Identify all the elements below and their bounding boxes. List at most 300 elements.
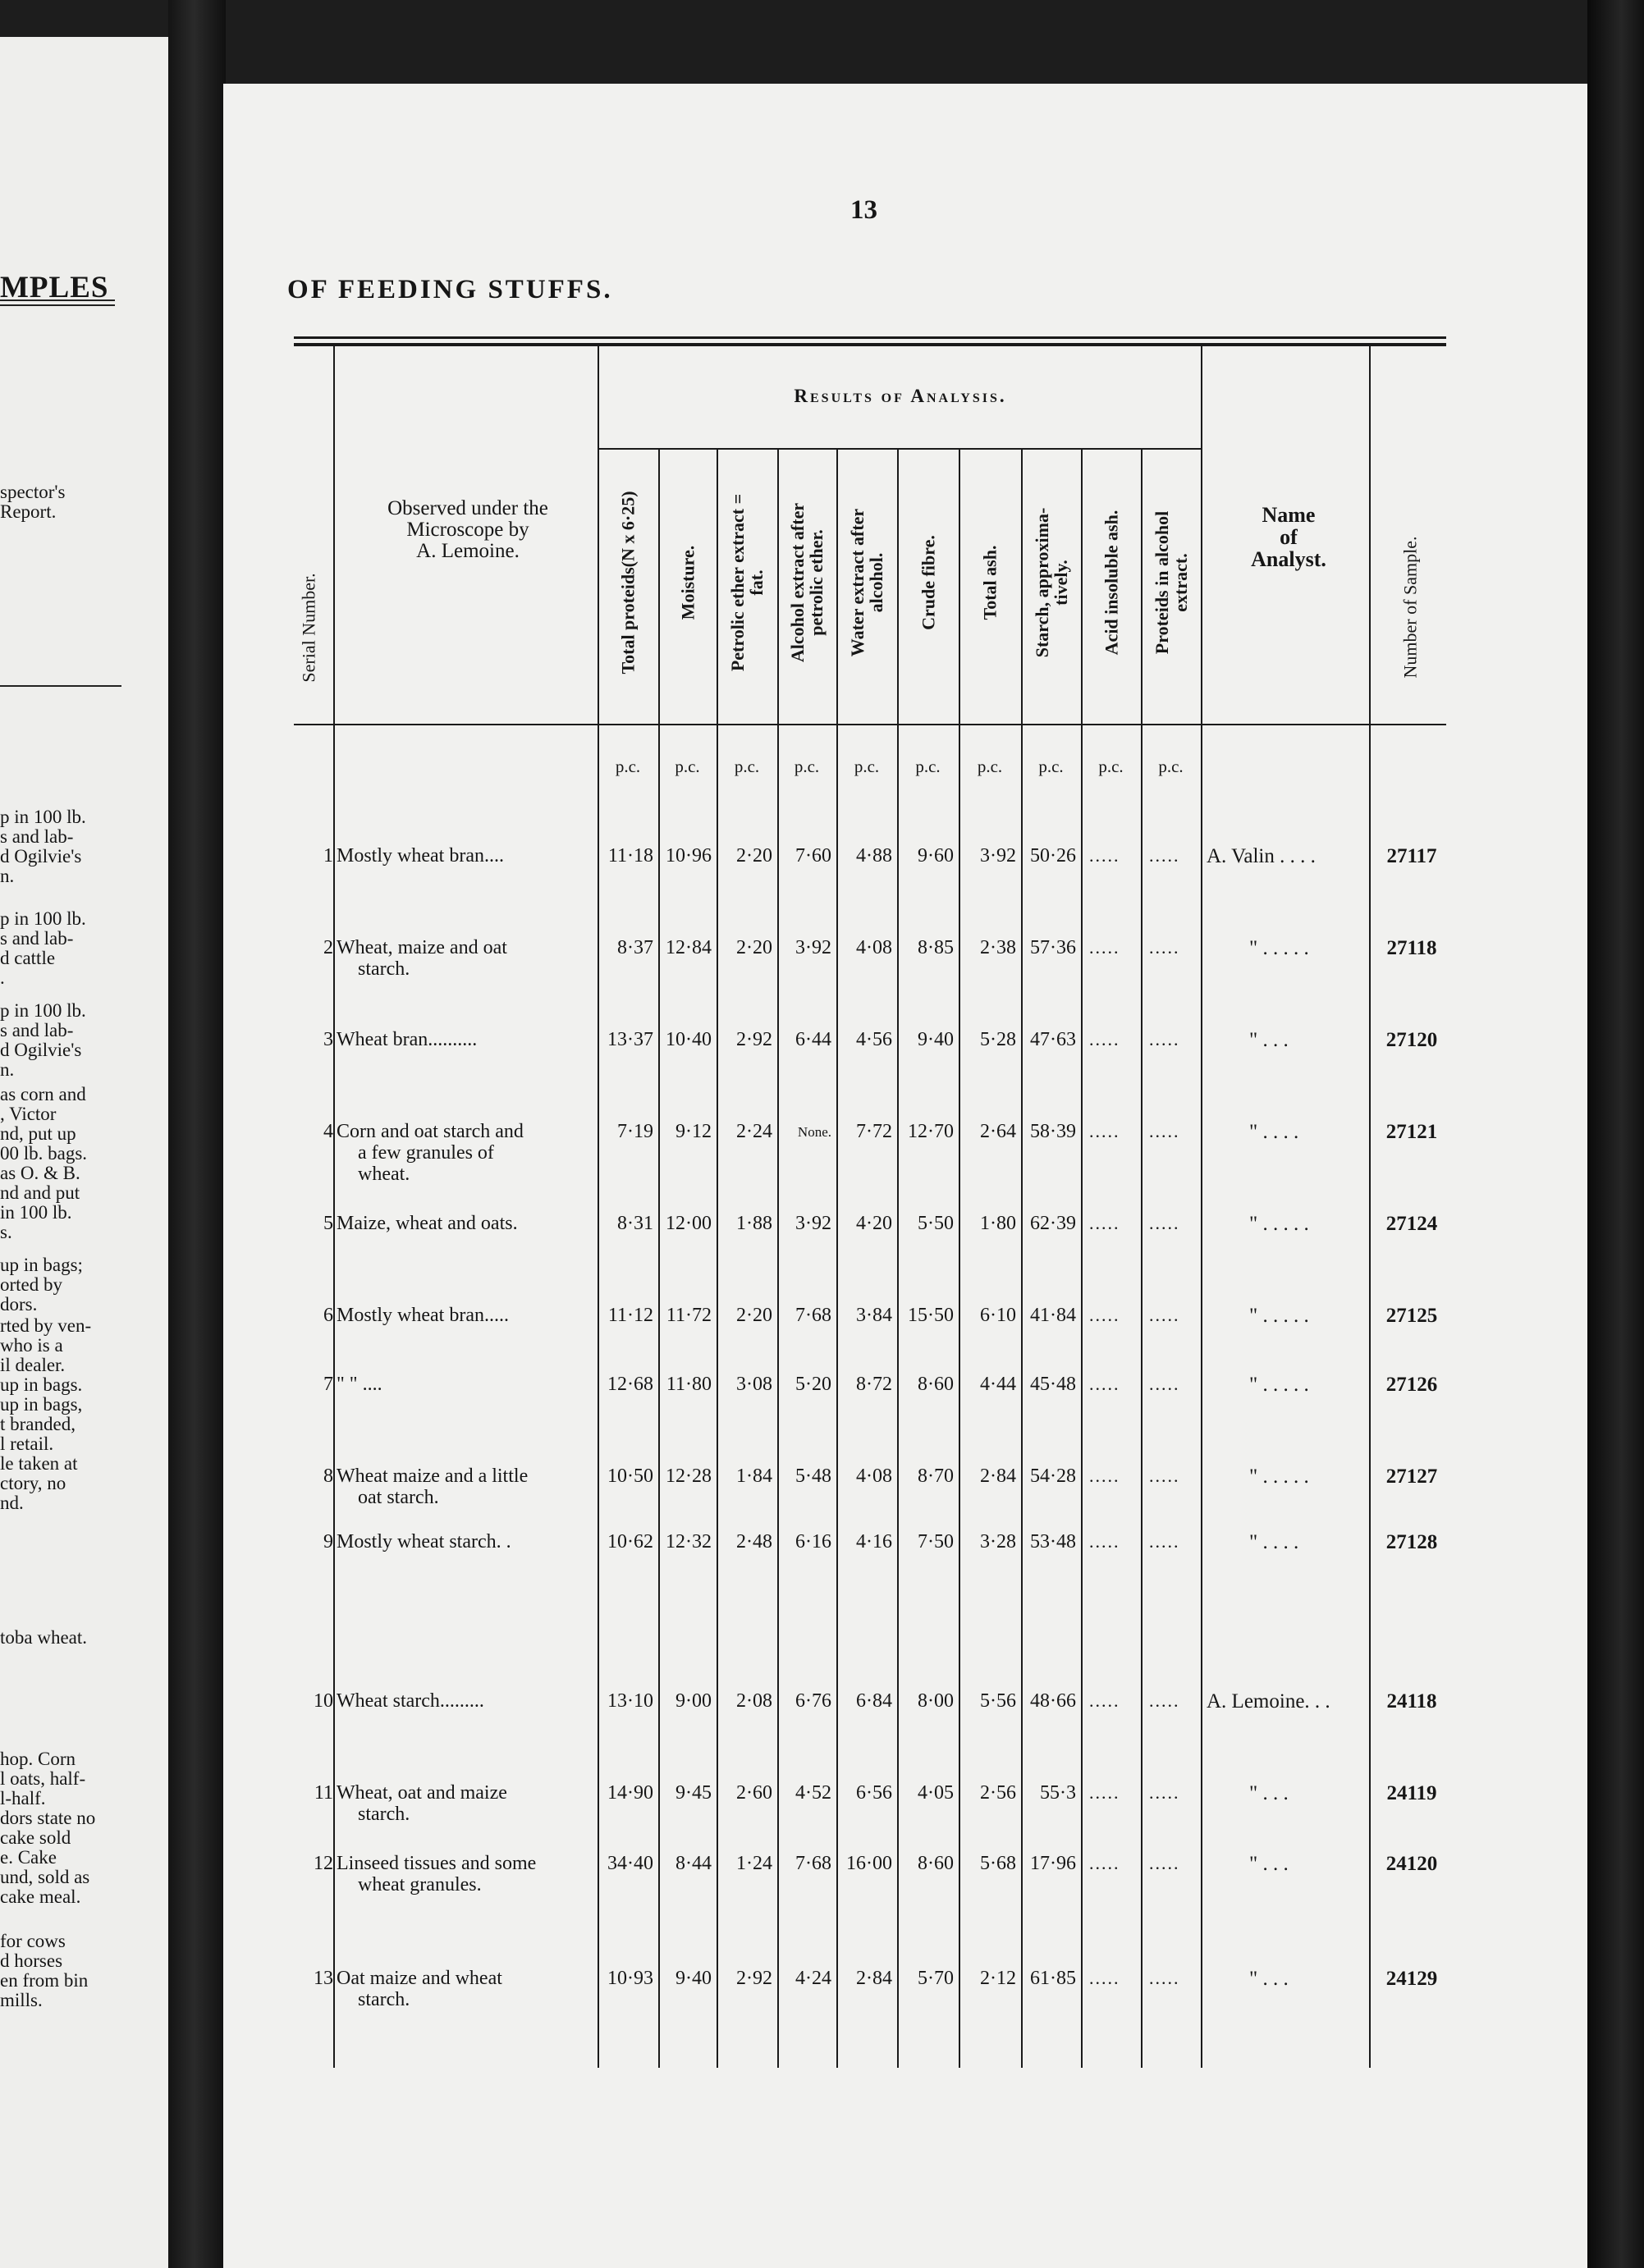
analyst-name: " . . . . . — [1249, 937, 1309, 959]
unit-label: p.c. — [675, 757, 700, 776]
analysis-value: 9·00 — [675, 1690, 712, 1712]
left-page-text-line: nd. — [0, 1493, 24, 1513]
analysis-value: 4·05 — [918, 1782, 954, 1804]
column-rule — [777, 450, 779, 2068]
left-page-text-line: p in 100 lb. — [0, 807, 86, 827]
sample-description — [337, 1213, 599, 1234]
sample-description — [337, 1690, 599, 1712]
analysis-value: 1·80 — [980, 1213, 1016, 1234]
empty-cell-dots: ..... — [1089, 1968, 1120, 1988]
serial-number-header: Serial Number. — [298, 573, 319, 683]
analyst-name: " . . . — [1249, 1968, 1289, 1990]
left-page-text-line: il dealer. — [0, 1356, 66, 1375]
sample-description-line: Wheat, maize and oat — [337, 937, 507, 958]
sample-number: 24118 — [1386, 1690, 1437, 1712]
analysis-value: 4·56 — [856, 1029, 892, 1050]
analysis-value: 2·48 — [736, 1531, 772, 1552]
analysis-value: 15·50 — [908, 1305, 954, 1326]
unit-label: p.c. — [1038, 757, 1064, 776]
sample-number: 27127 — [1385, 1466, 1438, 1488]
analyst-header — [1207, 504, 1371, 570]
left-page-text-line: l oats, half- — [0, 1769, 86, 1789]
analysis-value: 11·80 — [666, 1374, 712, 1395]
analysis-value: 3·08 — [736, 1374, 772, 1395]
empty-cell-dots: ..... — [1089, 1213, 1120, 1233]
left-page-text-line: 00 lb. bags. — [0, 1144, 88, 1164]
left-page-text-line: e. Cake — [0, 1848, 57, 1868]
analysis-value: 48·66 — [1030, 1690, 1076, 1712]
analysis-value: 2·12 — [980, 1968, 1016, 1989]
analysis-value: 41·84 — [1030, 1305, 1076, 1326]
left-page-text-line: who is a — [0, 1336, 63, 1356]
analysis-value: 7·72 — [856, 1121, 892, 1142]
empty-cell-dots: ..... — [1089, 1853, 1120, 1873]
analysis-value: 6·16 — [795, 1531, 831, 1552]
sample-description-line: Wheat, oat and maize — [337, 1782, 507, 1804]
serial-number: 11 — [314, 1782, 333, 1804]
analysis-column-header: Moisture. — [677, 545, 698, 620]
sample-description-line: Mostly wheat bran.... — [337, 845, 504, 867]
analysis-value: 2·08 — [736, 1690, 772, 1712]
left-page-text-line: s and lab- — [0, 929, 74, 949]
serial-number: 2 — [323, 937, 333, 958]
sample-description — [337, 1466, 599, 1508]
serial-number: 13 — [314, 1968, 333, 1989]
serial-number: 4 — [323, 1121, 333, 1142]
analysis-value: 9·40 — [675, 1968, 712, 1989]
analysis-value: 10·96 — [666, 845, 712, 867]
sample-description-line: starch. — [358, 958, 410, 980]
analysis-value: 7·19 — [617, 1121, 653, 1142]
empty-cell-dots: ..... — [1089, 937, 1120, 958]
empty-cell-dots: ..... — [1089, 1121, 1120, 1141]
analyst-header-line: Analyst. — [1251, 547, 1326, 571]
left-page-text-line: s and lab- — [0, 1021, 74, 1040]
empty-cell-dots: ..... — [1089, 1374, 1120, 1394]
left-page-text-line: s and lab- — [0, 827, 74, 847]
analysis-value: 7·68 — [795, 1853, 831, 1874]
analysis-column-header-line: petrolic ether. — [806, 529, 827, 636]
sample-description — [337, 1531, 599, 1552]
analysis-value: 8·60 — [918, 1374, 954, 1395]
left-page-text-line: rted by ven- — [0, 1316, 92, 1336]
analyst-name: A. Valin . . . . — [1207, 845, 1316, 867]
analysis-value: 5·50 — [918, 1213, 954, 1234]
analysis-value: 4·08 — [856, 937, 892, 958]
observed-header — [337, 498, 599, 562]
left-page-text-line: und, sold as — [0, 1868, 90, 1887]
analysis-column-header: Acid insoluble ash. — [1101, 510, 1121, 656]
analysis-value: 3·92 — [980, 845, 1016, 867]
left-page-title: MPLES — [0, 271, 109, 304]
sample-number: 27121 — [1385, 1121, 1438, 1143]
serial-number: 6 — [323, 1305, 333, 1326]
sample-description — [337, 1121, 599, 1185]
left-page-text-line: l retail. — [0, 1434, 54, 1454]
book-gutter — [168, 0, 226, 2268]
analysis-value: 12·84 — [666, 937, 712, 958]
left-page-text-line: n. — [0, 1060, 15, 1080]
serial-number: 12 — [314, 1853, 333, 1874]
unit-label: p.c. — [977, 757, 1003, 776]
analysis-value: 5·48 — [795, 1466, 831, 1487]
sample-description-line: " " .... — [337, 1374, 382, 1395]
analysis-value: 13·10 — [607, 1690, 653, 1712]
analysis-value: 9·45 — [675, 1782, 712, 1804]
empty-cell-dots: ..... — [1149, 1374, 1180, 1394]
analysis-value: 4·44 — [980, 1374, 1016, 1395]
left-page-text-line: dors state no — [0, 1808, 96, 1828]
analysis-value: 11·72 — [666, 1305, 712, 1326]
sample-number: 27120 — [1385, 1029, 1438, 1051]
analysis-column-header: Total proteids(N x 6·25) — [617, 491, 639, 674]
analyst-header-line: of — [1280, 525, 1298, 549]
analysis-value: 53·48 — [1030, 1531, 1076, 1552]
sample-description-line: starch. — [358, 1989, 410, 2010]
empty-cell-dots: ..... — [1089, 1305, 1120, 1325]
unit-label: p.c. — [794, 757, 820, 776]
analysis-column-header — [1152, 511, 1190, 654]
column-rule — [1021, 450, 1023, 2068]
empty-cell-dots: ..... — [1149, 845, 1180, 866]
analysis-value: 4·24 — [795, 1968, 831, 1989]
unit-label: p.c. — [734, 757, 760, 776]
empty-cell-dots: ..... — [1089, 1782, 1120, 1803]
sample-number: 27117 — [1386, 845, 1437, 867]
empty-cell-dots: ..... — [1149, 1782, 1180, 1803]
column-rule — [1201, 345, 1202, 2068]
empty-cell-dots: ..... — [1089, 1531, 1120, 1552]
analysis-value: 3·28 — [980, 1531, 1016, 1552]
analysis-value: 10·62 — [607, 1531, 653, 1552]
analysis-value: 2·60 — [736, 1782, 772, 1804]
empty-cell-dots: ..... — [1149, 1690, 1180, 1711]
left-page-text-line: p in 100 lb. — [0, 1001, 86, 1021]
analysis-value: 47·63 — [1030, 1029, 1076, 1050]
analysis-value: 1·84 — [736, 1466, 772, 1487]
empty-cell-dots: ..... — [1149, 1213, 1180, 1233]
sample-description-line: Maize, wheat and oats. — [337, 1213, 518, 1234]
left-page-text-line: nd, put up — [0, 1124, 76, 1144]
column-rule — [1141, 450, 1143, 2068]
analysis-value: 50·26 — [1030, 845, 1076, 867]
analysis-column-header — [848, 509, 886, 656]
analysis-value: 5·68 — [980, 1853, 1016, 1874]
left-page-rule — [0, 685, 121, 687]
analysis-value: 9·60 — [918, 845, 954, 867]
analysis-value: 61·85 — [1030, 1968, 1076, 1989]
analysis-value: 6·84 — [856, 1690, 892, 1712]
analysis-value: 8·31 — [617, 1213, 653, 1234]
analysis-value: 4·52 — [795, 1782, 831, 1804]
column-rule — [1369, 345, 1371, 2068]
sample-description — [337, 1968, 599, 2010]
unit-label: p.c. — [854, 757, 880, 776]
analysis-value: 4·88 — [856, 845, 892, 867]
sample-description-line: Wheat starch......... — [337, 1690, 484, 1712]
serial-number: 3 — [323, 1029, 333, 1050]
analysis-value: None. — [797, 1124, 831, 1140]
analysis-value: 5·56 — [980, 1690, 1016, 1712]
analysis-value: 12·28 — [666, 1466, 712, 1487]
analyst-name: " . . . . — [1249, 1531, 1299, 1553]
analysis-column-header-line: Starch, approxima- — [1031, 507, 1052, 658]
sample-description-line: Oat maize and wheat — [337, 1968, 502, 1989]
left-page-text-line: cake sold — [0, 1828, 71, 1848]
sample-description-line: starch. — [358, 1804, 410, 1825]
column-rule — [658, 450, 660, 2068]
analysis-value: 12·70 — [908, 1121, 954, 1142]
table-top-rule — [294, 336, 1446, 339]
analysis-column-header-line: extract. — [1170, 553, 1191, 612]
column-rule — [1081, 450, 1083, 2068]
analyst-name: " . . . . . — [1249, 1466, 1309, 1488]
analysis-value: 2·92 — [736, 1029, 772, 1050]
left-page-text-line: cake meal. — [0, 1887, 81, 1907]
column-rule — [333, 345, 335, 2068]
analysis-value: 55·3 — [1040, 1782, 1076, 1804]
analysis-value: 1·24 — [736, 1853, 772, 1874]
analysis-value: 11·18 — [607, 845, 653, 867]
empty-cell-dots: ..... — [1149, 1968, 1180, 1988]
analysis-value: 8·44 — [675, 1853, 712, 1874]
analysis-column-header — [1033, 508, 1070, 658]
analysis-value: 7·60 — [795, 845, 831, 867]
analysis-value: 3·92 — [795, 937, 831, 958]
analysis-value: 10·93 — [607, 1968, 653, 1989]
sample-description-line: Linseed tissues and some — [337, 1853, 537, 1874]
left-page-rule — [0, 304, 115, 306]
analysis-value: 8·00 — [918, 1690, 954, 1712]
analysis-column-header: Crude fibre. — [918, 535, 938, 630]
empty-cell-dots: ..... — [1149, 1121, 1180, 1141]
analysis-value: 45·48 — [1030, 1374, 1076, 1395]
analysis-column-header: Total ash. — [979, 545, 1001, 620]
left-page-text-line: up in bags, — [0, 1395, 83, 1415]
left-page-text-line: d horses — [0, 1951, 63, 1971]
left-facing-page — [0, 37, 168, 2268]
left-page-text-line: d Ogilvie's — [0, 847, 82, 867]
left-page-text-line: dors. — [0, 1295, 38, 1315]
sample-description-line: a few granules of — [358, 1142, 494, 1164]
analysis-value: 2·24 — [736, 1121, 772, 1142]
analysis-value: 16·00 — [846, 1853, 892, 1874]
analysis-value: 1·88 — [736, 1213, 772, 1234]
unit-label: p.c. — [1098, 757, 1124, 776]
running-head: OF FEEDING STUFFS. — [287, 275, 613, 304]
left-page-text-line: orted by — [0, 1275, 63, 1295]
analysis-value: 8·72 — [856, 1374, 892, 1395]
empty-cell-dots: ..... — [1089, 1690, 1120, 1711]
unit-label: p.c. — [615, 757, 641, 776]
analysis-value: 10·50 — [607, 1466, 653, 1487]
serial-number: 5 — [323, 1213, 333, 1234]
analysis-value: 2·92 — [736, 1968, 772, 1989]
left-page-text-line: spector's — [0, 482, 66, 502]
sample-description — [337, 1374, 599, 1395]
left-page-text-line: as corn and — [0, 1085, 86, 1104]
column-rule — [897, 450, 899, 2068]
header-bottom-rule — [294, 724, 1446, 725]
analysis-value: 57·36 — [1030, 937, 1076, 958]
left-page-text-line: le taken at — [0, 1454, 78, 1474]
analysis-value: 7·68 — [795, 1305, 831, 1326]
analysis-value: 5·28 — [980, 1029, 1016, 1050]
left-page-text-line: mills. — [0, 1991, 43, 2010]
left-page-text-line: hop. Corn — [0, 1749, 76, 1769]
analysis-value: 3·84 — [856, 1305, 892, 1326]
analyst-name: " . . . . . — [1249, 1305, 1309, 1327]
analysis-value: 6·76 — [795, 1690, 831, 1712]
page-edge — [1587, 0, 1644, 2268]
analysis-value: 2·84 — [980, 1466, 1016, 1487]
analysis-value: 2·38 — [980, 937, 1016, 958]
left-page-text-line: s. — [0, 1223, 12, 1242]
analysis-value: 62·39 — [1030, 1213, 1076, 1234]
table-top-rule — [294, 343, 1446, 346]
analyst-name: " . . . . . — [1249, 1213, 1309, 1235]
left-page-text-line: for cows — [0, 1932, 66, 1951]
analysis-value: 8·60 — [918, 1853, 954, 1874]
analysis-value: 2·20 — [736, 1305, 772, 1326]
observed-header-line: Microscope by — [406, 519, 529, 541]
analysis-value: 12·68 — [607, 1374, 653, 1395]
left-page-text-line: d Ogilvie's — [0, 1040, 82, 1060]
sample-description — [337, 1305, 599, 1326]
results-header-rule — [598, 448, 1201, 450]
results-of-analysis-header: Results of Analysis. — [794, 386, 1007, 406]
sample-number: 24129 — [1385, 1968, 1438, 1990]
left-page-text-line: d cattle — [0, 949, 56, 968]
analysis-value: 11·12 — [607, 1305, 653, 1326]
left-page-text-line: toba wheat. — [0, 1628, 88, 1648]
analysis-value: 58·39 — [1030, 1121, 1076, 1142]
left-page-text-line: en from bin — [0, 1971, 89, 1991]
left-page-text-line: . — [0, 968, 5, 988]
sample-number: 27124 — [1385, 1213, 1438, 1235]
column-rule — [717, 450, 718, 2068]
sample-number: 24120 — [1385, 1853, 1438, 1875]
analysis-value: 12·00 — [666, 1213, 712, 1234]
analysis-value: 2·20 — [736, 845, 772, 867]
analysis-value: 14·90 — [607, 1782, 653, 1804]
empty-cell-dots: ..... — [1089, 1029, 1120, 1049]
sample-description-line: Wheat maize and a little — [337, 1466, 529, 1487]
empty-cell-dots: ..... — [1149, 1305, 1180, 1325]
empty-cell-dots: ..... — [1149, 1466, 1180, 1486]
serial-number: 9 — [323, 1531, 333, 1552]
analysis-column-header — [728, 494, 766, 671]
analysis-column-header-line: Petrolic ether extract = — [727, 493, 748, 672]
sample-description — [337, 937, 599, 980]
analysis-value: 17·96 — [1030, 1853, 1076, 1874]
left-page-text-line: as O. & B. — [0, 1164, 80, 1183]
analysis-value: 6·56 — [856, 1782, 892, 1804]
sample-description — [337, 1853, 599, 1895]
analysis-value: 8·37 — [617, 937, 653, 958]
analysis-value: 10·40 — [666, 1029, 712, 1050]
analysis-value: 4·20 — [856, 1213, 892, 1234]
analysis-value: 54·28 — [1030, 1466, 1076, 1487]
sample-description-line: Corn and oat starch and — [337, 1121, 524, 1142]
empty-cell-dots: ..... — [1089, 1466, 1120, 1486]
empty-cell-dots: ..... — [1149, 1029, 1180, 1049]
unit-label: p.c. — [1158, 757, 1184, 776]
analysis-value: 4·08 — [856, 1466, 892, 1487]
left-page-text-line: p in 100 lb. — [0, 909, 86, 929]
empty-cell-dots: ..... — [1149, 1531, 1180, 1552]
sample-description-line: oat starch. — [358, 1487, 439, 1508]
analysis-value: 6·10 — [980, 1305, 1016, 1326]
empty-cell-dots: ..... — [1089, 845, 1120, 866]
analysis-value: 2·64 — [980, 1121, 1016, 1142]
analysis-value: 5·20 — [795, 1374, 831, 1395]
analysis-value: 13·37 — [607, 1029, 653, 1050]
sample-description — [337, 1029, 599, 1050]
analysis-value: 34·40 — [607, 1853, 653, 1874]
analysis-value: 4·16 — [856, 1531, 892, 1552]
analysis-column-header — [788, 503, 826, 662]
left-page-text-line: up in bags. — [0, 1375, 83, 1395]
left-page-text-line: up in bags; — [0, 1255, 83, 1275]
empty-cell-dots: ..... — [1149, 937, 1180, 958]
left-page-text-line: n. — [0, 867, 15, 886]
analysis-value: 2·56 — [980, 1782, 1016, 1804]
observed-header-line: A. Lemoine. — [416, 540, 520, 562]
unit-label: p.c. — [915, 757, 941, 776]
sample-description-line: Mostly wheat starch. . — [337, 1531, 511, 1552]
analysis-value: 7·50 — [918, 1531, 954, 1552]
sample-description — [337, 845, 599, 867]
sample-number: 24119 — [1386, 1782, 1437, 1804]
sample-description-line: Mostly wheat bran..... — [337, 1305, 509, 1326]
sample-number: 27118 — [1386, 937, 1437, 959]
analyst-name: " . . . — [1249, 1853, 1289, 1875]
sample-number: 27126 — [1385, 1374, 1438, 1396]
column-rule — [959, 450, 960, 2068]
sample-number-header: Number of Sample. — [1399, 536, 1421, 679]
serial-number: 8 — [323, 1466, 333, 1487]
sample-description-line: wheat. — [358, 1164, 410, 1185]
analysis-value: 9·12 — [675, 1121, 712, 1142]
analyst-name: " . . . — [1249, 1029, 1289, 1051]
analyst-name: A. Lemoine. . . — [1207, 1690, 1330, 1712]
analysis-value: 8·85 — [918, 937, 954, 958]
sample-number: 27128 — [1385, 1531, 1438, 1553]
left-page-text-line: t branded, — [0, 1415, 76, 1434]
left-page-text-line: ctory, no — [0, 1474, 66, 1493]
analysis-value: 6·44 — [795, 1029, 831, 1050]
left-page-text-line: nd and put — [0, 1183, 80, 1203]
analyst-name: " . . . — [1249, 1782, 1289, 1804]
analysis-value: 2·20 — [736, 937, 772, 958]
left-page-text-line: Report. — [0, 502, 57, 522]
left-page-text-line: in 100 lb. — [0, 1203, 72, 1223]
analyst-name: " . . . . — [1249, 1121, 1299, 1143]
analysis-column-header-line: Proteids in alcohol — [1151, 510, 1172, 655]
analysis-value: 8·70 — [918, 1466, 954, 1487]
sample-description-line: wheat granules. — [358, 1874, 482, 1895]
left-page-rule — [0, 300, 115, 301]
serial-number: 7 — [323, 1374, 333, 1395]
analyst-name: " . . . . . — [1249, 1374, 1309, 1396]
left-page-text-line: l-half. — [0, 1789, 46, 1808]
empty-cell-dots: ..... — [1149, 1853, 1180, 1873]
left-page-text-line: , Victor — [0, 1104, 57, 1124]
sample-number: 27125 — [1385, 1305, 1438, 1327]
serial-number: 1 — [323, 845, 333, 867]
analysis-value: 2·84 — [856, 1968, 892, 1989]
